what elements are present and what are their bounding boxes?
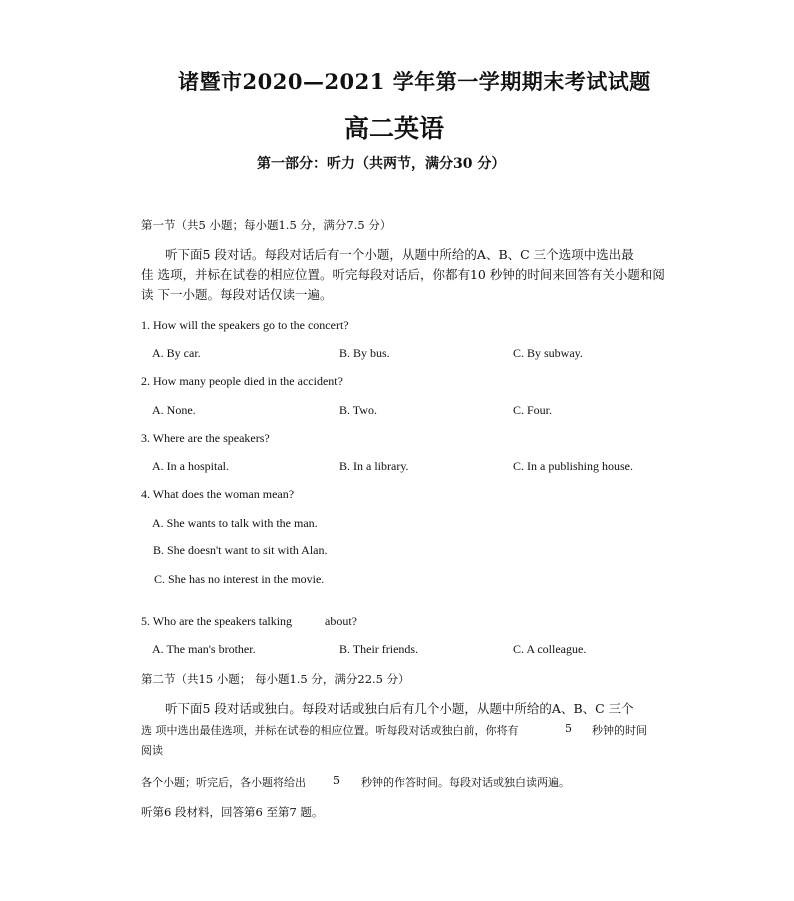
question-5-stem: 5. Who are the speakers talking [141, 614, 293, 628]
question-1-option-b: B. By bus. [339, 346, 390, 360]
question-1-stem: 1. How will the speakers go to the concert? [141, 318, 349, 332]
question-3-stem: 3. Where are the speakers? [141, 431, 270, 445]
section-2-instruction-line-2: 选 项中选出最佳选项，并标在试卷的相应位置。听每段对话或独白前，你将有 [141, 724, 519, 737]
section-2-seconds-value: 5 [565, 722, 572, 735]
subject-title: 高二英语 [344, 114, 445, 143]
section-2-material-note: 听第6 段材料，回答第6 至第7 题。 [141, 805, 324, 819]
question-3-option-b: B. In a library. [339, 459, 409, 473]
section-2-answer-seconds-value: 5 [333, 774, 340, 787]
question-1-option-c: C. By subway. [513, 346, 583, 360]
question-1-option-a: A. By car. [152, 346, 201, 360]
section-1-instruction-line-2: 佳 选项，并标在试卷的相应位置。听完每段对话后，你都有10 秒钟的时间来回答有关小题和阅 [141, 267, 665, 282]
exam-title: 诸暨市2020—2021 学年第一学期期末考试试题 [178, 69, 651, 94]
question-5-stem-end: about? [325, 614, 357, 628]
question-2-option-c: C. Four. [513, 403, 553, 417]
question-3-option-c: C. In a publishing house. [513, 459, 633, 473]
question-2-option-b: B. Two. [339, 403, 377, 417]
question-4-stem: 4. What does the woman mean? [141, 487, 295, 501]
question-5-option-a: A. The man's brother. [152, 642, 256, 656]
section-1-instruction-line-1: 听下面5 段对话。每段对话后有一个小题，从题中所给的A、B、C 三个选项中选出最 [165, 247, 634, 262]
question-5-option-c: C. A colleague. [513, 642, 587, 656]
question-3-option-a: A. In a hospital. [152, 459, 229, 473]
section-2-instruction-line-1: 听下面5 段对话或独白。每段对话或独白后有几个小题，从题中所给的A、B、C 三个 [165, 701, 634, 716]
question-4-option-a: A. She wants to talk with the man. [152, 516, 318, 530]
section-2-heading: 第二节（共15 小题； 每小题1.5 分，满分22.5 分） [141, 672, 410, 686]
section-2-seconds-label: 秒钟的时间 [592, 724, 647, 737]
question-5-option-b: B. Their friends. [339, 642, 419, 656]
section-2-instruction-line-4: 各个小题；听完后，各小题将给出 [141, 776, 306, 789]
section-2-answer-seconds-label: 秒钟的作答时间。每段对话或独白读两遍。 [361, 776, 570, 789]
question-4-option-c: C. She has no interest in the movie. [154, 572, 325, 586]
section-2-instruction-line-3: 阅读 [141, 744, 163, 757]
section-1-instruction-line-3: 读 下一小题。每段对话仅读一遍。 [141, 287, 333, 302]
question-2-option-a: A. None. [152, 403, 196, 417]
question-2-stem: 2. How many people died in the accident? [141, 374, 343, 388]
part-heading: 第一部分：听力（共两节，满分30 分） [257, 156, 506, 172]
section-1-heading: 第一节（共5 小题；每小题1.5 分，满分7.5 分） [141, 218, 392, 232]
question-4-option-b: B. She doesn't want to sit with Alan. [153, 543, 328, 557]
